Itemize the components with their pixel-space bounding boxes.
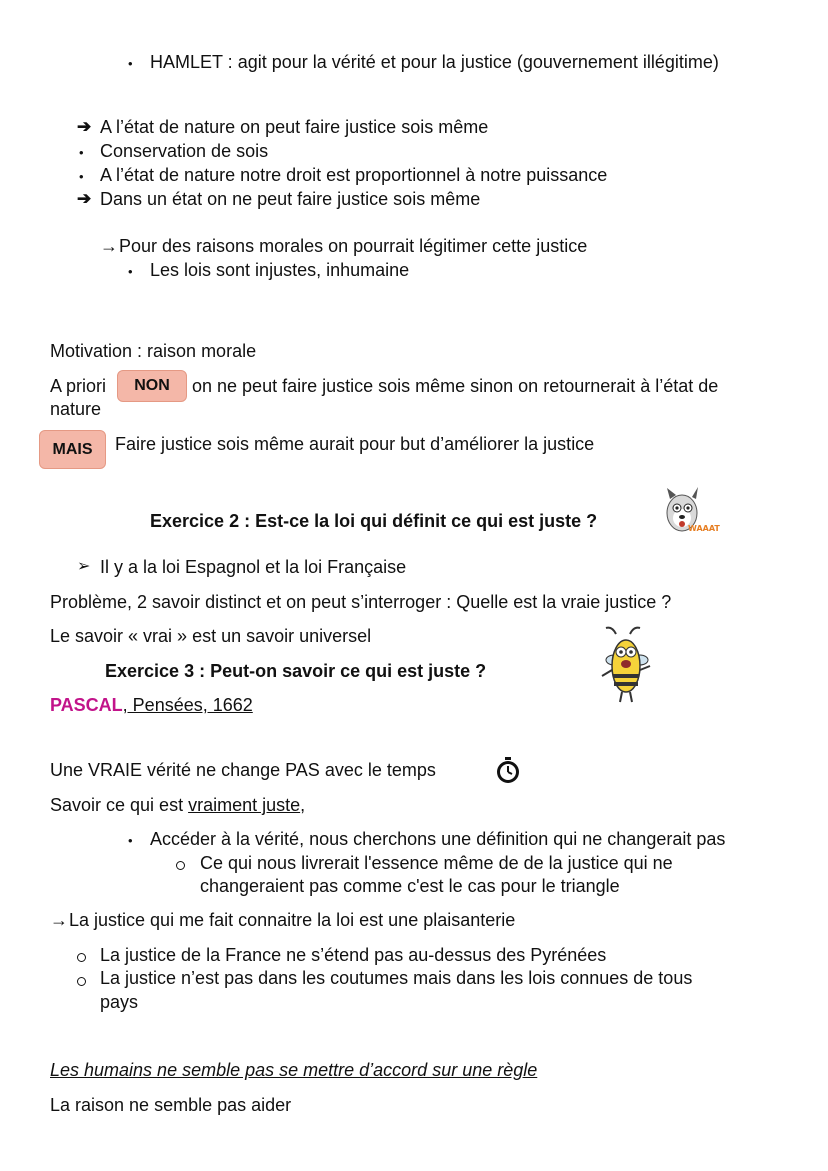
- savoir-juste-line: [50, 794, 305, 816]
- thin-arrow-icon: →: [100, 236, 118, 256]
- lois-injustes-line: Les lois sont injustes, inhumaine: [150, 260, 410, 280]
- humains-heading: Les humains ne semble pas se mettre d’accord sur une règle: [50, 1060, 538, 1080]
- raisons-morales-line: Pour des raisons morales on pourrait légitimer cette justice: [119, 236, 588, 256]
- savoir-vrai-line: Le savoir « vrai » est un savoir universel: [50, 626, 372, 646]
- exercise-3-title: Exercice 3 : Peut-on savoir ce qui est juste ?: [105, 661, 487, 681]
- coutumes-line: La justice n’est pas dans les coutumes mais dans les lois connues de tous: [100, 968, 693, 988]
- savoir-juste-prefix: Savoir ce qui est: [50, 795, 189, 815]
- plaisanterie-line: La justice qui me fait connaitre la loi est une plaisanterie: [69, 910, 516, 930]
- raison-line: La raison ne semble pas aider: [50, 1095, 292, 1115]
- circle-bullet-icon: [77, 945, 86, 967]
- bullet-icon: •: [79, 145, 84, 160]
- bullet-icon: •: [128, 833, 133, 848]
- svg-text:WAAAT: WAAAT: [688, 524, 720, 533]
- etat-line: Dans un état on ne peut faire justice sois même: [100, 189, 481, 209]
- mais-chip: [39, 430, 106, 469]
- hamlet-line: HAMLET : agit pour la vérité et pour la justice (gouvernement illégitime): [150, 52, 719, 72]
- savoir-juste-underlined: vraiment juste: [188, 795, 301, 815]
- apriori-label: A priori: [50, 376, 107, 396]
- apriori-text: on ne peut faire justice sois même sinon on retournerait à l’état de: [192, 376, 719, 396]
- mais-text: Faire justice sois même aurait pour but d’améliorer la justice: [115, 434, 595, 454]
- bee-sticker-icon: [596, 626, 656, 706]
- arrow-icon: ➔: [77, 117, 92, 136]
- arrow-icon: ➔: [77, 189, 92, 208]
- circle-bullet-icon: [77, 969, 86, 991]
- pascal-author: PASCAL: [50, 695, 123, 715]
- loi-espagnol-line: Il y a la loi Espagnol et la loi Française: [100, 557, 407, 577]
- arrowhead-icon: ➢: [77, 558, 91, 575]
- exercise-2-title: Exercice 2 : Est-ce la loi qui définit ce qui est juste ?: [150, 511, 598, 531]
- vraie-verite-line: Une VRAIE vérité ne change PAS avec le temps: [50, 760, 436, 780]
- dog-sticker-icon: [658, 485, 720, 539]
- conservation-line: Conservation de sois: [100, 141, 269, 161]
- non-chip-label: NON: [134, 377, 170, 394]
- bullet-icon: •: [128, 264, 133, 279]
- pensees-title: , Pensées, 1662: [122, 695, 253, 715]
- coutumes-line-continued: pays: [100, 992, 139, 1012]
- bullet-icon: •: [79, 169, 84, 184]
- apriori-continuation: nature: [50, 399, 102, 419]
- pascal-reference: [50, 694, 253, 716]
- essence-line-continued: changeraient pas comme c'est le cas pour le triangle: [200, 876, 620, 896]
- essence-line: Ce qui nous livrerait l'essence même de de la justice qui ne: [200, 853, 673, 873]
- stopwatch-icon: [494, 756, 522, 784]
- nature-justice-line: A l’état de nature on peut faire justice sois même: [100, 117, 489, 137]
- non-chip: [117, 370, 187, 402]
- probleme-line: Problème, 2 savoir distinct et on peut s’interroger : Quelle est la vraie justice ?: [50, 592, 672, 612]
- mais-chip-label: MAIS: [52, 440, 93, 458]
- motivation-line: Motivation : raison morale: [50, 341, 257, 361]
- acceder-verite-line: Accéder à la vérité, nous cherchons une définition qui ne changerait pas: [150, 829, 726, 849]
- circle-bullet-icon: [176, 853, 185, 875]
- bullet-icon: •: [128, 56, 133, 71]
- droit-line: A l’état de nature notre droit est proportionnel à notre puissance: [100, 165, 608, 185]
- pyrenees-line: La justice de la France ne s’étend pas au-dessus des Pyrénées: [100, 945, 607, 965]
- savoir-juste-suffix: ,: [300, 795, 306, 815]
- thin-arrow-icon: →: [50, 910, 68, 930]
